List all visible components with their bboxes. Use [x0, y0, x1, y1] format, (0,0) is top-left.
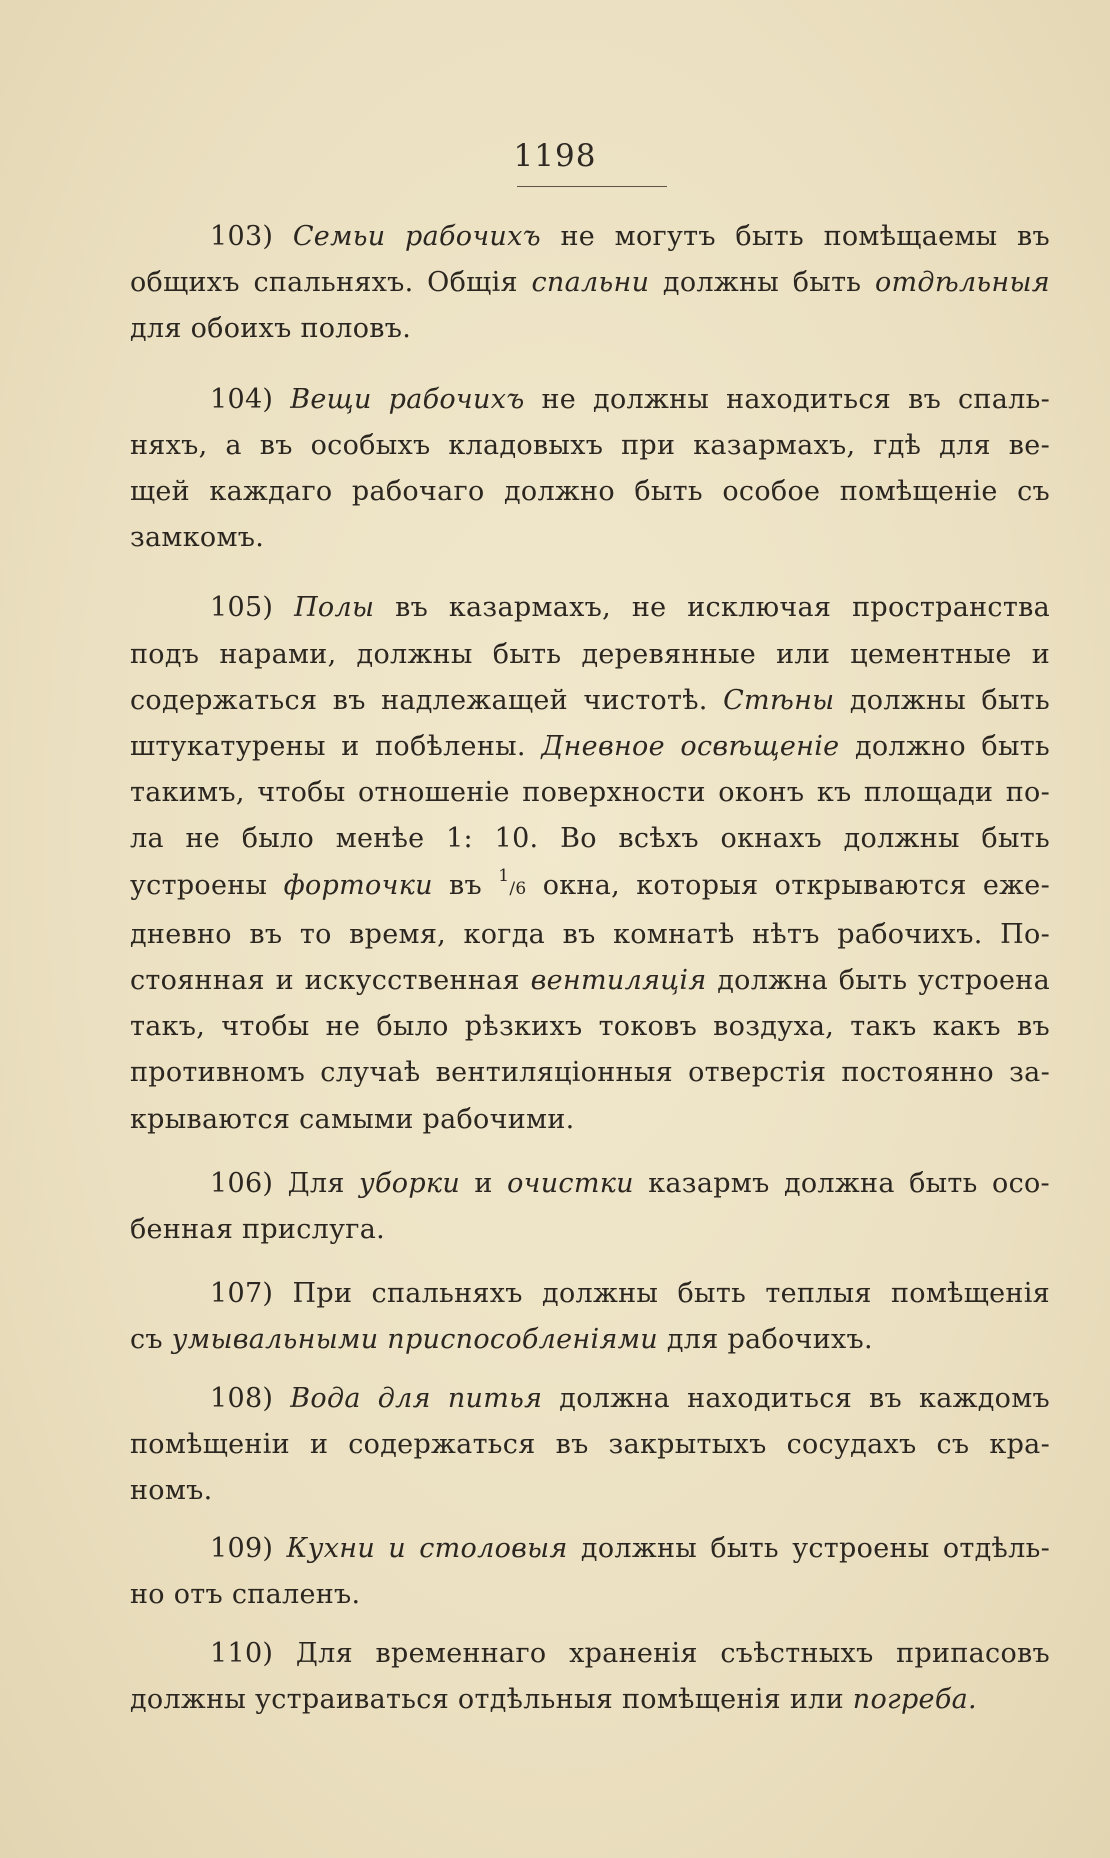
text-line [130, 724, 1050, 770]
text-segment: для рабочихъ. [658, 1324, 873, 1356]
paragraph-gap [130, 1253, 1050, 1271]
paragraph-p103 [130, 214, 1050, 353]
text-segment: 1 [498, 865, 510, 886]
text-segment: должна находиться въ каждомъ [542, 1382, 1050, 1414]
text-segment: устроены [130, 869, 284, 901]
text-segment: няхъ, а въ особыхъ кладовыхъ при казармахъ, гдѣ для ве- [130, 429, 1050, 461]
text-line [130, 585, 1050, 631]
text-segment: ла не было менѣе 1: 10. Во всѣхъ окнахъ должны быть [130, 823, 1050, 855]
text-line [130, 958, 1050, 1004]
italic-text: Вода для питья [290, 1382, 543, 1414]
text-line [130, 1572, 1050, 1618]
text-segment: крываются самыми рабочими. [130, 1103, 575, 1135]
text-segment: въ казармахъ, не исключая пространства [374, 592, 1050, 624]
text-segment: общихъ спальняхъ. Общія [130, 267, 532, 299]
text-line [130, 1677, 1050, 1723]
text-segment: подъ нарами, должны быть деревянные или цементные и [130, 638, 1050, 670]
text-line [130, 306, 1050, 352]
text-line [130, 1422, 1050, 1468]
text-line [130, 260, 1050, 306]
text-segment: 109) [210, 1533, 287, 1565]
text-line [130, 1468, 1050, 1514]
text-segment: не могутъ быть помѣщаемы въ [540, 221, 1051, 252]
text-line [130, 1050, 1050, 1096]
text-segment: не должны находиться въ спаль- [524, 383, 1050, 415]
text-segment: дневно въ то время, когда въ комнатѣ нѣтъ рабочихъ. По- [130, 918, 1050, 950]
italic-text: спальни [531, 267, 650, 299]
text-line [130, 1004, 1050, 1050]
italic-text: Дневное освѣщеніе [541, 731, 840, 763]
paragraph-p106 [130, 1161, 1050, 1253]
text-segment: для обоихъ половъ. [130, 313, 412, 345]
text-segment: должны быть [834, 684, 1050, 716]
text-line [130, 1097, 1050, 1143]
text-line [130, 1271, 1050, 1317]
text-line [130, 515, 1050, 561]
text-segment: штукатурены и побѣлены. [130, 731, 542, 763]
text-segment: но отъ спаленъ. [130, 1579, 361, 1611]
text-segment: окна, которыя открываются еже- [526, 869, 1051, 901]
italic-text: погреба. [852, 1683, 977, 1715]
text-segment: должна быть устроена [706, 965, 1051, 997]
text-segment: 104) [210, 383, 291, 415]
text-segment: казармъ должна быть осо- [633, 1167, 1050, 1199]
paragraph-gap [130, 1143, 1050, 1161]
text-line [130, 1526, 1050, 1572]
text-line [130, 214, 1050, 260]
italic-text: вентиляція [530, 965, 707, 997]
text-line [130, 423, 1050, 469]
paragraph-gap [130, 561, 1050, 585]
text-segment: такъ, чтобы не было рѣзкихъ токовъ воздуха, такъ какъ въ [130, 1011, 1050, 1043]
text-line [130, 816, 1050, 862]
paragraph-gap [130, 1514, 1050, 1526]
text-segment: должно быть [839, 731, 1050, 763]
text-segment: въ [432, 869, 499, 901]
paragraph-gap [130, 353, 1050, 377]
text-segment: должны устраиваться отдѣльныя помѣщенія или [130, 1683, 853, 1715]
text-line [130, 1207, 1050, 1253]
text-segment: и [460, 1167, 508, 1199]
italic-text: Стѣны [723, 684, 835, 716]
paragraph-gap [130, 1364, 1050, 1376]
text-segment: стоянная и искусственная [130, 965, 531, 997]
text-segment: должны быть устроены отдѣль- [567, 1533, 1050, 1565]
text-segment: щей каждаго рабочаго должно быть особое помѣщеніе съ [130, 476, 1050, 508]
text-segment: 108) [210, 1382, 291, 1414]
text-line [130, 377, 1050, 423]
page-number: 1198 [513, 138, 597, 174]
paragraph-p105 [130, 585, 1050, 1142]
text-segment: 106) Для [210, 1167, 360, 1199]
paragraph-p107 [130, 1271, 1050, 1363]
text-line [130, 912, 1050, 958]
text-segment: 103) [210, 221, 293, 252]
text-segment: 110) Для временнаго храненія съѣстныхъ припасовъ [210, 1637, 1050, 1669]
text-segment: /6 [509, 878, 527, 899]
text-segment: номъ. [130, 1475, 213, 1507]
text-segment: должны быть [649, 267, 875, 299]
paragraph-p104 [130, 377, 1050, 562]
text-segment: помѣщеніи и содержаться въ закрытыхъ сосудахъ съ кра- [130, 1428, 1050, 1460]
paragraph-p109 [130, 1526, 1050, 1618]
paragraph-p108 [130, 1376, 1050, 1515]
italic-text: очистки [507, 1167, 634, 1199]
text-line [130, 632, 1050, 678]
text-line [130, 1161, 1050, 1207]
italic-text: форточки [283, 869, 433, 901]
text-line [130, 1631, 1050, 1677]
text-segment: такимъ, чтобы отношеніе поверхности оконъ къ площади по- [130, 777, 1050, 809]
header-rule [517, 186, 667, 187]
text-line [130, 1317, 1050, 1363]
italic-text: Полы [294, 592, 375, 624]
italic-text: умывальными приспособленіями [171, 1324, 658, 1356]
body-text [130, 214, 1050, 1723]
italic-text: отдѣльныя [874, 267, 1050, 299]
text-segment: противномъ случаѣ вентиляціонныя отверстія постоянно за- [130, 1057, 1050, 1089]
text-line [130, 469, 1050, 515]
italic-text: Семьи рабочихъ [292, 221, 541, 252]
text-segment: 107) При спальняхъ должны быть теплыя помѣщенія [210, 1278, 1050, 1310]
text-segment: содержаться въ надлежащей чистотѣ. [130, 684, 724, 716]
paragraph-p110 [130, 1631, 1050, 1723]
italic-text: уборки [359, 1167, 461, 1199]
text-segment: съ [130, 1324, 172, 1356]
text-line [130, 770, 1050, 816]
text-segment: бенная прислуга. [130, 1214, 385, 1246]
text-line [130, 863, 1050, 912]
text-line [130, 678, 1050, 724]
italic-text: Кухни и столовыя [286, 1533, 568, 1565]
text-segment: 105) [210, 592, 295, 624]
paragraph-gap [130, 1619, 1050, 1631]
text-segment: замкомъ. [130, 522, 265, 554]
text-line [130, 1376, 1050, 1422]
italic-text: Вещи рабочихъ [290, 383, 525, 415]
